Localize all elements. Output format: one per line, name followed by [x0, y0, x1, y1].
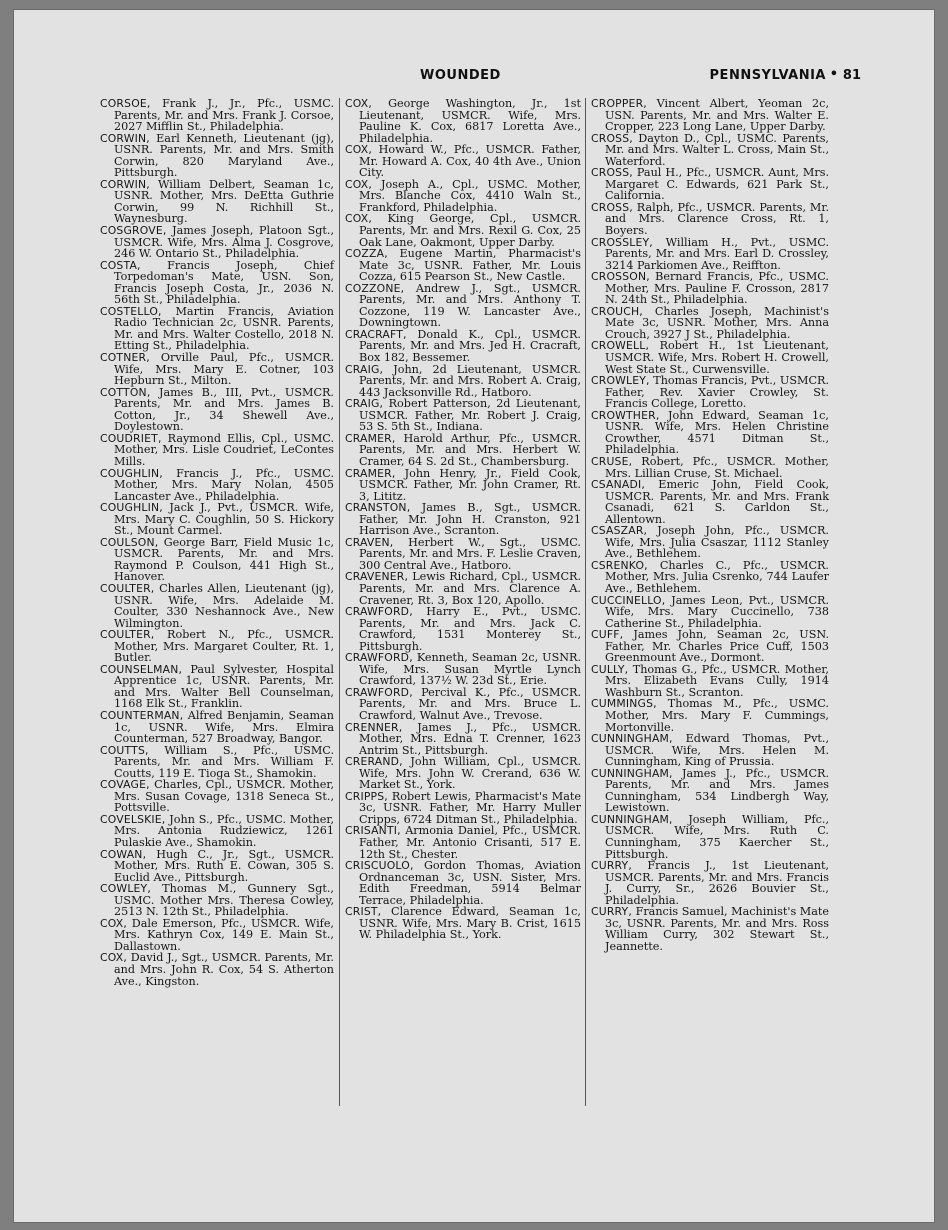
- entry-details: Alfred Benjamin, Seaman 1c, USNR. Wife, Mrs. Elmira Counterman, 527 Broadway, Bangor.: [114, 708, 334, 746]
- casualty-entry: [100, 352, 334, 387]
- entry-details: Earl Kenneth, Lieutenant (jg), USNR. Parents, Mr. and Mrs. Smith Corwin, 820 Maryland Ave., Pittsburgh.: [114, 131, 335, 180]
- casualty-entry: [591, 410, 829, 456]
- surname: COVELSKIE,: [100, 812, 166, 826]
- entry-details: Dale Emerson, Pfc., USMCR. Wife, Mrs. Kathryn Cox, 149 E. Main St., Dallastown.: [114, 916, 334, 953]
- surname: COUNTERMAN,: [100, 708, 184, 722]
- casualty-entry: [345, 791, 581, 826]
- casualty-entry: [591, 629, 829, 664]
- casualty-entry: [591, 479, 829, 525]
- entry-details: George Barr, Field Music 1c, USMCR. Parents, Mr. and Mrs. Raymond P. Coulson, 441 High St., Hanover.: [114, 535, 334, 584]
- casualty-entry: [100, 537, 334, 583]
- surname: CRAVENER,: [345, 570, 409, 584]
- entry-details: Harold Arthur, Pfc., USMCR. Parents, Mr. and Mrs. Herbert W. Cramer, 64 S. 2d St., Chambersburg.: [359, 431, 582, 468]
- entry-details: Robert Lewis, Pharmacist's Mate 3c, USNR. Father, Mr. Harry Muller Cripps, 6724 Ditman St., Philadelphia.: [359, 789, 581, 826]
- casualty-entry: [345, 468, 581, 503]
- section-title: WOUNDED: [420, 68, 501, 83]
- entry-details: Eugene Martin, Pharmacist's Mate 3c, USNR. Father, Mr. Louis Cozza, 615 Pearson St., New Castle.: [359, 247, 581, 284]
- surname: COUTTS,: [100, 743, 149, 757]
- surname: CROSS,: [591, 166, 633, 180]
- page-number: 81: [842, 68, 861, 83]
- entry-details: Kenneth, Seaman 2c, USNR. Wife, Mrs. Susan Myrtle Lynch Crawford, 137½ W. 23d St., Erie.: [359, 651, 582, 688]
- casualty-entry: [345, 398, 581, 433]
- casualty-entry: [591, 271, 829, 306]
- surname: COSTA,: [100, 258, 141, 272]
- surname: CRIPPS,: [345, 789, 388, 803]
- surname: COULTER,: [100, 628, 155, 642]
- entry-details: Thomas M., Pfc., USMC. Mother, Mrs. Mary F. Cummings, Mortonville.: [605, 697, 829, 734]
- entry-details: James B., Sgt., USMCR. Father, Mr. John H. Cranston, 921 Harrison Ave., Scranton.: [359, 501, 581, 538]
- entry-details: Thomas M., Gunnery Sgt., USMC. Mother Mrs. Theresa Cowley, 2513 N. 12th St., Philadelphia.: [114, 882, 334, 919]
- entry-details: John, 2d Lieutenant, USMCR. Parents, Mr. and Mrs. Robert A. Craig, 443 Jacksonville Rd., Hatboro.: [359, 362, 581, 399]
- surname: CRISCUOLO,: [345, 859, 414, 873]
- surname: CROSSLEY,: [591, 235, 653, 249]
- entry-details: John Henry, Jr., Field Cook, USMCR. Father, Mr. John Cramer, Rt. 3, Lititz.: [359, 466, 581, 503]
- column-divider: [585, 98, 586, 1106]
- casualty-entry: [345, 283, 581, 329]
- entry-details: Thomas Francis, Pvt., USMCR. Father, Rev. Xavier Crowley, St. Francis College, Loretto.: [605, 374, 830, 411]
- entry-details: Joseph John, Pfc., USMCR. Wife, Mrs. Julia Csaszar, 1112 Stanley Ave., Bethlehem.: [605, 524, 829, 561]
- surname: CURRY,: [591, 859, 632, 873]
- casualty-entry: [100, 883, 334, 918]
- casualty-entry: [345, 329, 581, 364]
- surname: CROSSON,: [591, 270, 650, 284]
- casualty-entry: [591, 375, 829, 410]
- entry-details: Ralph, Pfc., USMCR. Parents, Mr. and Mrs. Clarence Cross, Rt. 1, Boyers.: [605, 200, 830, 238]
- entry-details: David J., Sgt., USMCR. Parents, Mr. and Mrs. John R. Cox, 54 S. Atherton Ave., Kingston.: [114, 951, 334, 988]
- surname: CULLY,: [591, 662, 629, 676]
- entry-details: Joseph William, Pfc., USMCR. Wife, Mrs. Ruth C. Cunningham, 375 Kaercher St., Pittsburgh.: [605, 812, 829, 861]
- surname: COX,: [100, 916, 127, 930]
- casualty-entry: [100, 918, 334, 953]
- surname: CROWELL,: [591, 339, 650, 353]
- casualty-entry: [100, 133, 334, 179]
- casualty-entry: [345, 98, 581, 144]
- entry-details: Howard W., Pfc., USMCR. Father, Mr. Howard A. Cox, 40 4th Ave., Union City.: [359, 143, 581, 180]
- casualty-entry: [345, 652, 581, 687]
- casualty-entry: [345, 213, 581, 248]
- casualty-entry: [100, 98, 334, 133]
- casualty-entry: [591, 664, 829, 699]
- surname: CRUSE,: [591, 454, 633, 468]
- entry-details: James John, Seaman 2c, USN. Father, Mr. Charles Price Cuff, 1503 Greenmount Ave., Dormont.: [605, 628, 829, 665]
- casualty-entry: [100, 849, 334, 884]
- surname: COX,: [100, 951, 127, 965]
- surname: COX,: [345, 97, 372, 110]
- entry-details: William Delbert, Seaman 1c, USNR. Mother, Mrs. DeEtta Guthrie Corwin, 99 N. Richhill St., Waynesburg.: [114, 177, 334, 226]
- casualty-entry: [345, 860, 581, 906]
- surname: CRIST,: [345, 905, 382, 919]
- running-header: [14, 68, 934, 90]
- casualty-entry: [100, 745, 334, 780]
- surname: CRAIG,: [345, 362, 384, 376]
- casualty-entry: [591, 237, 829, 272]
- surname: COSTELLO,: [100, 304, 162, 318]
- surname: CRISANTI,: [345, 824, 401, 838]
- surname: CUFF,: [591, 628, 624, 642]
- casualty-entry: [591, 525, 829, 560]
- surname: COZZA,: [345, 247, 388, 261]
- entry-details: King George, Cpl., USMCR. Parents, Mr. and Mrs. Rexil G. Cox, 25 Oak Lane, Oakmont, Upper Darby.: [359, 212, 581, 249]
- surname: CRACRAFT,: [345, 327, 407, 341]
- surname: CROWTHER,: [591, 408, 660, 422]
- entry-details: Vincent Albert, Yeoman 2c, USN. Parents, Mr. and Mrs. Walter E. Cropper, 223 Long Lane, Upper Darby.: [605, 97, 829, 134]
- entry-details: Orville Paul, Pfc., USMCR. Wife, Mrs. Mary E. Cotner, 103 Hepburn St., Milton.: [114, 351, 335, 388]
- casualty-entry: [100, 179, 334, 225]
- entry-details: Thomas G., Pfc., USMCR. Mother, Mrs. Elizabeth Evans Cully, 1914 Washburn St., Scranton.: [605, 662, 829, 699]
- surname: CRAMER,: [345, 431, 396, 445]
- entry-details: Percival K., Pfc., USMCR. Parents, Mr. and Mrs. Bruce L. Crawford, Walnut Ave., Trevose.: [359, 685, 581, 722]
- entry-details: Harry E., Pvt., USMC. Parents, Mr. and Mrs. Jack C. Crawford, 1531 Monterey St., Pittsburgh.: [359, 605, 581, 653]
- casualty-entry: [591, 456, 829, 479]
- casualty-entry: [591, 906, 829, 952]
- surname: CROPPER,: [591, 97, 647, 110]
- surname: CRANSTON,: [345, 501, 411, 515]
- casualty-entry: [591, 340, 829, 375]
- entry-details: Edward Thomas, Pvt., USMCR. Wife, Mrs. Helen M. Cunningham, King of Prussia.: [605, 732, 829, 769]
- surname: CUNNINGHAM,: [591, 812, 673, 826]
- entry-details: James B., III, Pvt., USMCR. Parents, Mr. and Mrs. James B. Cotton, Jr., 34 Shewell Ave., Doylestown.: [114, 385, 334, 434]
- surname: CRENNER,: [345, 720, 403, 734]
- entry-details: Dayton D., Cpl., USMC. Parents, Mr. and Mrs. Walter L. Cross, Main St., Waterford.: [605, 131, 829, 168]
- casualty-entry: [591, 814, 829, 860]
- entry-details: Robert Patterson, 2d Lieutenant, USMCR. Father, Mr. Robert J. Craig, 53 S. 5th St., Indiana.: [359, 397, 581, 434]
- casualty-entry: [345, 722, 581, 757]
- entry-details: Paul Sylvester, Hospital Apprentice 1c, USNR. Parents, Mr. and Mrs. Walter Bell Counselman, 1168 Elk St., Franklin.: [114, 662, 334, 711]
- surname: CUNNINGHAM,: [591, 766, 673, 780]
- surname: CRAIG,: [345, 397, 384, 411]
- entry-details: Charles Joseph, Machinist's Mate 3c, USNR. Mother, Mrs. Anna Crouch, 3927 J St., Philadelphia.: [605, 304, 829, 341]
- casualty-entry: [591, 768, 829, 814]
- surname: COX,: [345, 177, 372, 191]
- casualty-entry: [591, 560, 829, 595]
- surname: COUGHLIN,: [100, 466, 163, 480]
- entry-details: Hugh C., Jr., Sgt., USMCR. Mother, Mrs. Ruth E. Cowan, 305 S. Euclid Ave., Pittsburgh.: [114, 847, 335, 884]
- surname: CUMMINGS,: [591, 697, 657, 711]
- surname: CRAWFORD,: [345, 685, 413, 699]
- entry-details: James Joseph, Platoon Sgt., USMCR. Wife, Mrs. Alma J. Cosgrove, 246 W. Ontario St., Philadelphia.: [114, 224, 334, 261]
- surname: CSRENKO,: [591, 558, 648, 572]
- casualty-entry: [100, 260, 334, 306]
- surname: COTTON,: [100, 385, 151, 399]
- entry-details: George Washington, Jr., 1st Lieutenant, USMCR. Wife, Mrs. Pauline K. Cox, 6817 Loretta Ave., Philadelphia.: [359, 97, 581, 145]
- entry-details: Martin Francis, Aviation Radio Technician 2c, USNR. Parents, Mr. and Mrs. Walter Costello, 2018 N. Etting St., Philadelphia.: [114, 304, 335, 353]
- casualty-entry: [100, 952, 334, 987]
- casualty-entry: [345, 433, 581, 468]
- entry-details: Robert, Pfc., USMCR. Mother, Mrs. Lillian Cruse, St. Michael.: [605, 454, 829, 480]
- surname: COX,: [345, 143, 372, 157]
- casualty-entry: [591, 698, 829, 733]
- entry-details: Francis J., Pfc., USMC. Mother, Mrs. Mary Nolan, 4505 Lancaster Ave., Philadelphia.: [114, 466, 335, 503]
- casualty-entry: [591, 306, 829, 341]
- entry-details: Joseph A., Cpl., USMC. Mother, Mrs. Blanche Cox, 4410 Waln St., Frankford, Philadelphia.: [359, 177, 581, 214]
- entry-details: Armonia Daniel, Pfc., USMCR. Father, Mr. Antonio Crisanti, 517 E. 12th St., Chester.: [359, 824, 581, 861]
- casualty-entry: [345, 364, 581, 399]
- surname: CRAWFORD,: [345, 651, 413, 665]
- surname: CROSS,: [591, 200, 633, 214]
- casualty-entry: [345, 502, 581, 537]
- casualty-entry: [345, 756, 581, 791]
- surname: CROWLEY,: [591, 374, 650, 388]
- entry-details: Francis Joseph, Chief Torpedoman's Mate, USN. Son, Francis Joseph Costa, Jr., 2036 N. 56th St., Philadelphia.: [114, 258, 335, 307]
- casualty-entry: [100, 629, 334, 664]
- entry-details: Herbert W., Sgt., USMC. Parents, Mr. and Mrs. F. Leslie Craven, 300 Central Ave., Hatboro.: [359, 535, 581, 572]
- casualty-entry: [591, 167, 829, 202]
- entry-details: Donald K., Cpl., USMCR. Parents, Mr. and Mrs. Jed H. Cracraft, Box 182, Bessemer.: [359, 327, 581, 365]
- column-right: [591, 98, 829, 952]
- surname: CORWIN,: [100, 131, 150, 145]
- surname: CROUCH,: [591, 304, 643, 318]
- entry-details: Bernard Francis, Pfc., USMC. Mother, Mrs. Pauline F. Crosson, 2817 N. 24th St., Philadelphia.: [605, 270, 829, 307]
- entry-details: John William, Cpl., USMCR. Wife, Mrs. John W. Crerand, 636 W. Market St., York.: [359, 755, 581, 792]
- casualty-entry: [345, 571, 581, 606]
- entry-details: William S., Pfc., USMC. Parents, Mr. and Mrs. William F. Coutts, 119 E. Tioga St., Shamokin.: [114, 743, 335, 780]
- surname: CROSS,: [591, 131, 633, 145]
- surname: CRAMER,: [345, 466, 396, 480]
- casualty-entry: [591, 98, 829, 133]
- entry-details: Francis J., 1st Lieutenant, USMCR. Parents, Mr. and Mrs. Francis J. Curry, Sr., 2626 Bouvier St., Philadelphia.: [605, 859, 830, 907]
- surname: COZZONE,: [345, 281, 405, 295]
- casualty-entry: [591, 595, 829, 630]
- casualty-entry: [345, 906, 581, 941]
- entry-details: Gordon Thomas, Aviation Ordnanceman 3c, USN. Sister, Mrs. Edith Freedman, 5914 Belmar Terrace, Philadelphia.: [359, 859, 582, 907]
- column-left: [100, 98, 334, 987]
- entry-details: Jack J., Pvt., USMCR. Wife, Mrs. Mary C. Coughlin, 50 S. Hickory St., Mount Carmel.: [114, 501, 334, 538]
- surname: COUDRIET,: [100, 431, 162, 445]
- surname: CRAVEN,: [345, 535, 394, 549]
- casualty-entry: [100, 433, 334, 468]
- surname: COWLEY,: [100, 882, 151, 896]
- entry-details: James Leon, Pvt., USMCR. Wife, Mrs. Mary Cuccinello, 738 Catherine St., Philadelphia.: [605, 593, 830, 630]
- surname: CRERAND,: [345, 755, 403, 769]
- casualty-entry: [100, 387, 334, 433]
- entry-details: Robert H., 1st Lieutenant, USMCR. Wife, Mrs. Robert H. Crowell, West State St., Curwensville.: [605, 339, 829, 376]
- column-divider: [339, 98, 340, 1106]
- surname: CORWIN,: [100, 177, 150, 191]
- casualty-entry: [591, 733, 829, 768]
- surname: COULSON,: [100, 535, 159, 549]
- casualty-entry: [345, 687, 581, 722]
- surname: CUCCINELLO,: [591, 593, 666, 607]
- entry-details: Clarence Edward, Seaman 1c, USNR. Wife, Mrs. Mary B. Crist, 1615 W. Philadelphia St., York.: [359, 905, 581, 942]
- casualty-entry: [100, 306, 334, 352]
- entry-details: Charles, Cpl., USMCR. Mother, Mrs. Susan Covage, 1318 Seneca St., Pottsville.: [114, 778, 335, 815]
- document-page: [14, 10, 934, 1222]
- entry-details: Charles Allen, Lieutenant (jg), USNR. Wife, Mrs. Adelaide M. Coulter, 330 Neshannock Ave., New Wilmington.: [114, 581, 334, 630]
- state-title: PENNSYLVANIA: [709, 68, 826, 83]
- entry-details: William H., Pvt., USMC. Parents, Mr. and Mrs. Earl D. Crossley, 3214 Parkiomen Ave., Reiffton.: [605, 235, 829, 272]
- entry-details: John S., Pfc., USMC. Mother, Mrs. Antonia Rudziewicz, 1261 Pulaskie Ave., Shamokin.: [114, 812, 334, 849]
- surname: CURRY,: [591, 905, 632, 919]
- casualty-entry: [345, 179, 581, 214]
- header-bullet: •: [829, 67, 838, 82]
- entry-details: Francis Samuel, Machinist's Mate 3c, USNR. Parents, Mr. and Mrs. Ross William Curry, 302 Stewart St., Jeannette.: [605, 905, 829, 953]
- surname: COUNSELMAN,: [100, 662, 183, 676]
- entry-details: Robert N., Pfc., USMCR. Mother, Mrs. Margaret Coulter, Rt. 1, Butler.: [114, 628, 334, 665]
- surname: COWAN,: [100, 847, 147, 861]
- casualty-entry: [345, 537, 581, 572]
- entry-details: Lewis Richard, Cpl., USMCR. Parents, Mr. and Mrs. Clarence A. Cravener, Rt. 3, Box 120, Apollo.: [359, 570, 582, 607]
- entry-details: Paul H., Pfc., USMCR. Aunt, Mrs. Margaret C. Edwards, 621 Park St., California.: [605, 166, 829, 203]
- surname: COULTER,: [100, 581, 155, 595]
- entry-details: James J., Pfc., USMCR. Mother, Mrs. Edna T. Crenner, 1623 Antrim St., Pittsburgh.: [359, 720, 582, 757]
- casualty-entry: [100, 583, 334, 629]
- casualty-entry: [591, 860, 829, 906]
- surname: COUGHLIN,: [100, 501, 163, 515]
- column-middle: [345, 98, 581, 941]
- casualty-entry: [345, 144, 581, 179]
- casualty-entry: [100, 814, 334, 849]
- entry-details: Raymond Ellis, Cpl., USMC. Mother, Mrs. Lisle Coudriet, LeContes Mills.: [114, 431, 334, 468]
- surname: COSGROVE,: [100, 224, 167, 238]
- casualty-entry: [591, 133, 829, 168]
- casualty-entry: [345, 248, 581, 283]
- entry-details: Emeric John, Field Cook, USMCR. Parents, Mr. and Mrs. Frank Csanadi, 621 S. Carldon St., Allentown.: [605, 478, 829, 526]
- surname: COVAGE,: [100, 778, 150, 792]
- casualty-entry: [100, 664, 334, 710]
- entry-details: Andrew J., Sgt., USMCR. Parents, Mr. and Mrs. Anthony T. Cozzone, 119 W. Lancaster Ave., Downingtown.: [359, 281, 581, 330]
- surname: CRAWFORD,: [345, 605, 413, 619]
- surname: CSASZAR,: [591, 524, 648, 538]
- casualty-entry: [345, 606, 581, 652]
- casualty-entry: [591, 202, 829, 237]
- surname: CORSOE,: [100, 97, 151, 110]
- casualty-entry: [100, 468, 334, 503]
- casualty-entry: [100, 502, 334, 537]
- surname: CSANADI,: [591, 478, 645, 492]
- entry-details: John Edward, Seaman 1c, USNR. Wife, Mrs. Helen Christine Crowther, 4571 Ditman St., Philadelphia.: [605, 408, 829, 457]
- surname: COTNER,: [100, 351, 150, 365]
- surname: CUNNINGHAM,: [591, 732, 673, 746]
- entry-details: James J., Pfc., USMCR. Parents, Mr. and Mrs. James Cunningham, 534 Lindbergh Way, Lewistown.: [605, 766, 830, 815]
- casualty-entry: [345, 825, 581, 860]
- entry-details: Charles C., Pfc., USMCR. Mother, Mrs. Julia Csrenko, 744 Laufer Ave., Bethlehem.: [605, 558, 829, 595]
- casualty-entry: [100, 779, 334, 814]
- casualty-entry: [100, 225, 334, 260]
- entry-details: Frank J., Jr., Pfc., USMC. Parents, Mr. and Mrs. Frank J. Corsoe, 2027 Mifflin St., Philadelphia.: [114, 97, 334, 134]
- surname: COX,: [345, 212, 372, 226]
- casualty-entry: [100, 710, 334, 745]
